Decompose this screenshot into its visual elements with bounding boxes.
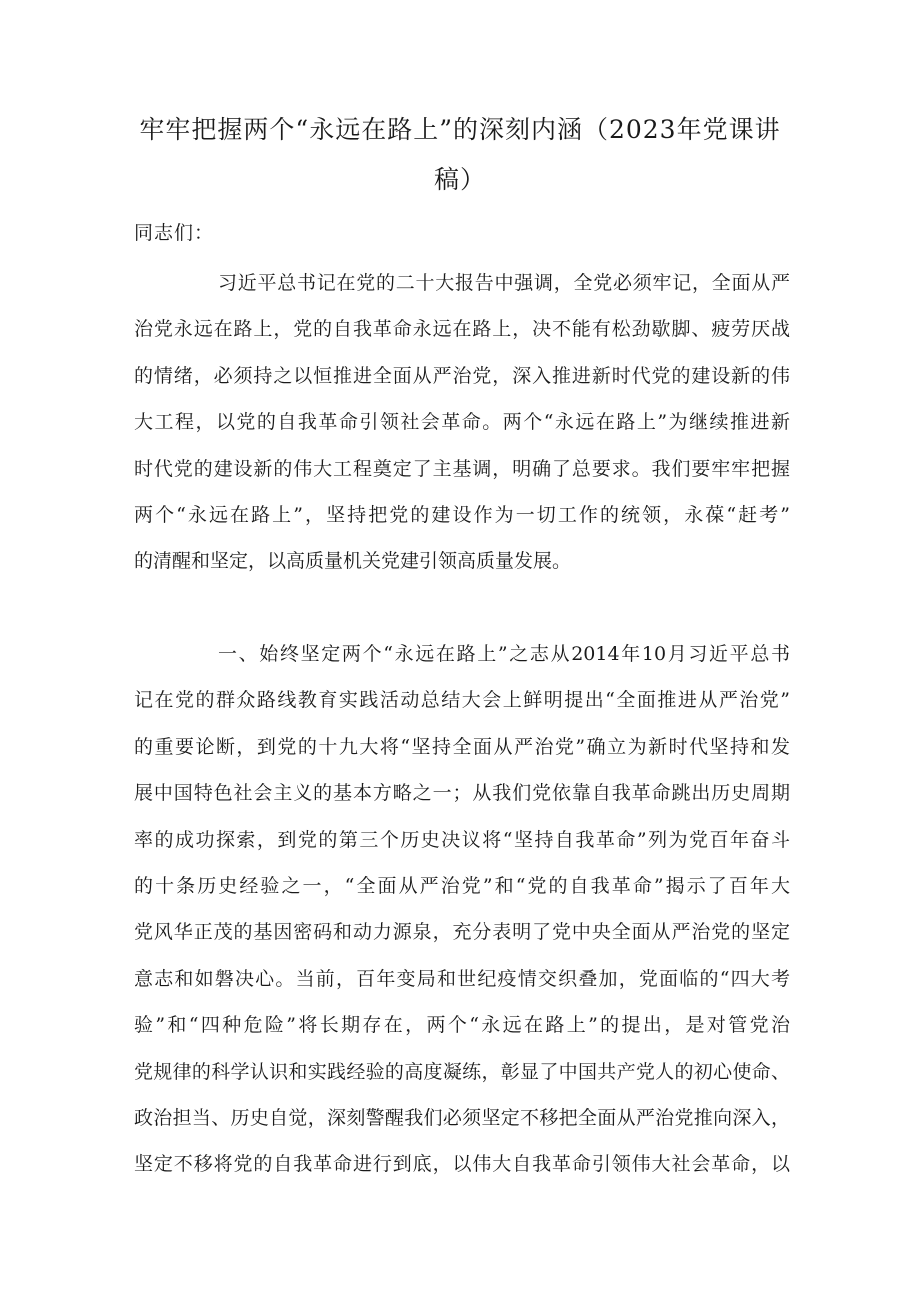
paragraph-line: 两个“永远在路上”，坚持把党的建设作为一切工作的统领，永葆“赶考” [134,503,790,526]
paragraph-line: 党风华正茂的基因密码和动力源泉，充分表明了党中央全面从严治党的坚定 [134,921,790,944]
paragraph-line: 习近平总书记在党的二十大报告中强调，全党必须牢记，全面从严 [218,272,790,294]
paragraph-line: 率的成功探索，到党的第三个历史决议将“坚持自我革命”列为党百年奋斗 [134,828,790,851]
paragraph-line: 的重要论断，到党的十九大将“坚持全面从严治党”确立为新时代坚持和发 [134,735,790,758]
paragraph-line: 一、始终坚定两个“永远在路上”之志从2014年10月习近平总书 [218,643,790,665]
paragraph-line: 政治担当、历史自觉，深刻警醒我们必须坚定不移把全面从严治党推向深入， [134,1106,790,1129]
paragraph-line: 记在党的群众路线教育实践活动总结大会上鲜明提出“全面推进从严治党” [134,689,790,712]
paragraph-line: 验”和“四种危险”将长期存在，两个“永远在路上”的提出，是对管党治 [134,1014,790,1037]
document-title-line-2: 稿） [433,165,486,194]
paragraph-line: 意志和如磐决心。当前，百年变局和世纪疫情交织叠加，党面临的“四大考 [134,967,790,990]
paragraph-line: 时代党的建设新的伟大工程奠定了主基调，明确了总要求。我们要牢牢把握 [134,457,790,480]
document-title-line-1: 牢牢把握两个“永远在路上”的深刻内涵（2023年党课讲 [139,115,781,144]
paragraph-line: 党规律的科学认识和实践经验的高度凝练，彰显了中国共产党人的初心使命、 [134,1060,790,1083]
paragraph-line: 坚定不移将党的自我革命进行到底，以伟大自我革命引领伟大社会革命，以 [134,1153,790,1176]
greeting: 同志们： [134,222,215,244]
paragraph-line: 的十条历史经验之一，“全面从严治党”和“党的自我革命”揭示了百年大 [134,874,790,897]
paragraph-line: 的清醒和坚定，以高质量机关党建引领高质量发展。 [134,550,572,573]
paragraph-1 [134,260,790,585]
paragraph-line: 展中国特色社会主义的基本方略之一；从我们党依靠自我革命跳出历史周期 [134,782,790,805]
paragraph-line: 治党永远在路上，党的自我革命永远在路上，决不能有松劲歇脚、疲劳厌战 [134,318,790,341]
paragraph-line: 大工程，以党的自我革命引领社会革命。两个“永远在路上”为继续推进新 [134,411,790,434]
paragraph-line: 的情绪，必须持之以恒推进全面从严治党，深入推进新时代党的建设新的伟 [134,364,790,387]
paragraph-2 [134,631,790,1188]
